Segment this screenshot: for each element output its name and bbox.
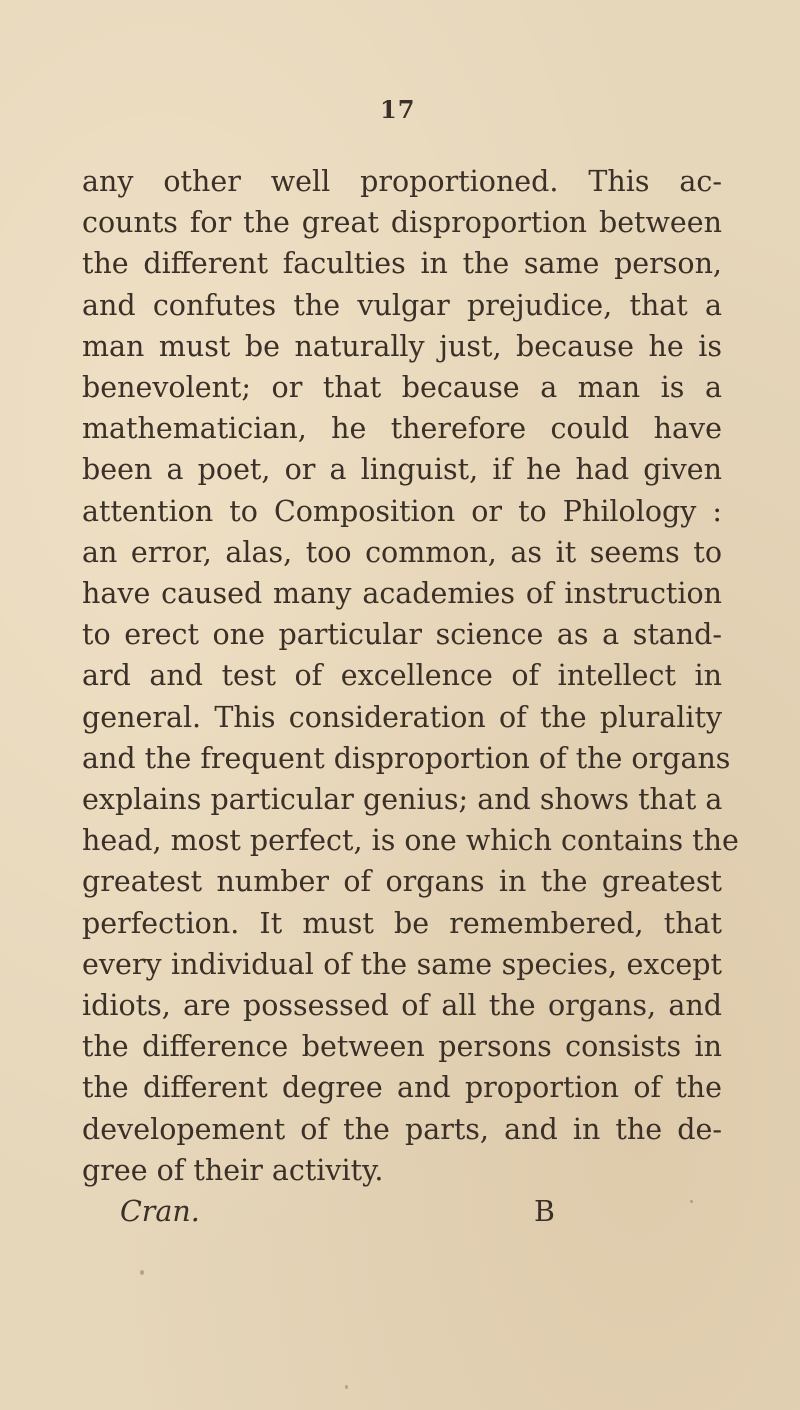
text-line: and the frequent disproportion of the organs (82, 741, 731, 775)
text-line: gree of their activity. (82, 1153, 384, 1187)
text-line: general. This consideration of the plurality (82, 700, 722, 734)
text-line: counts for the great disproportion between (82, 206, 722, 240)
text-line: idiots, are possessed of all the organs, and (82, 989, 722, 1022)
text-line: every individual of the same species, except (82, 947, 722, 981)
paper-speck (345, 1385, 348, 1389)
paper-speck (140, 1270, 144, 1275)
text-line: the different faculties in the same person, (82, 247, 722, 281)
text-line: greatest number of organs in the greatest (82, 865, 722, 899)
text-line: perfection. It must be remembered, that (82, 906, 722, 940)
text-line: explains particular genius; and shows that a (82, 783, 723, 816)
signature-row (82, 1194, 722, 1234)
text-line: the different degree and proportion of the (82, 1071, 722, 1105)
signature-mark: B (534, 1195, 555, 1228)
text-line: attention to Composition or to Philology : (82, 494, 722, 528)
text-line: any other well proportioned. This ac- (82, 165, 722, 198)
text-line: and confutes the vulgar prejudice, that a (82, 288, 722, 322)
text-line: ard and test of excellence of intellect in (82, 659, 722, 693)
text-line: been a poet, or a linguist, if he had given (82, 453, 722, 487)
text-line: benevolent; or that because a man is a (82, 371, 722, 404)
text-line: the difference between persons consists in (82, 1030, 722, 1064)
text-line: have caused many academies of instruction (82, 577, 722, 610)
catchword: Cran. (120, 1195, 200, 1228)
text-line: man must be naturally just, because he is (82, 329, 722, 363)
text-line: an error, alas, too common, as it seems to (82, 535, 722, 569)
text-line: to erect one particular science as a stand- (82, 618, 722, 652)
text-line: mathematician, he therefore could have (82, 412, 722, 446)
text-line: developement of the parts, and in the de- (82, 1112, 722, 1146)
page-number: 17 (380, 95, 416, 124)
text-line: head, most perfect, is one which contains the (82, 824, 739, 858)
